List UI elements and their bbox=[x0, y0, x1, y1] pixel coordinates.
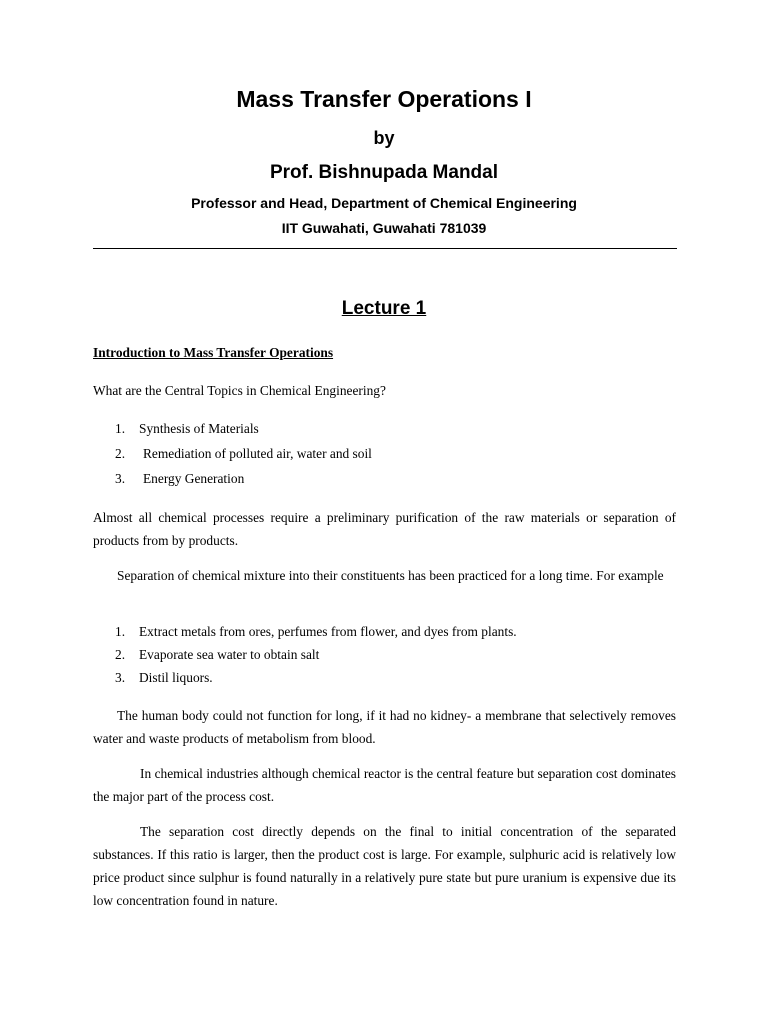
list-item-number: 2. bbox=[115, 446, 126, 461]
paragraph: In chemical industries although chemical reactor is the central feature but separation cost dominates the major part of the process cost. bbox=[93, 766, 676, 804]
list-item: Remediation of polluted air, water and soil bbox=[143, 446, 372, 461]
list-item: Synthesis of Materials bbox=[139, 421, 259, 436]
section-heading: Introduction to Mass Transfer Operations bbox=[93, 345, 334, 360]
list-item: Extract metals from ores, perfumes from flower, and dyes from plants. bbox=[139, 624, 517, 639]
list-item: Evaporate sea water to obtain salt bbox=[139, 647, 320, 662]
list-item: Energy Generation bbox=[143, 471, 245, 486]
by-line: by bbox=[373, 128, 395, 148]
paragraph: Separation of chemical mixture into their constituents has been practiced for a long time. For example bbox=[117, 568, 664, 583]
author-affiliation-department: Professor and Head, Department of Chemical Engineering bbox=[191, 195, 577, 211]
list-item-number: 3. bbox=[115, 670, 126, 685]
list-item: Distil liquors. bbox=[139, 670, 213, 685]
document-title: Mass Transfer Operations I bbox=[236, 86, 532, 112]
list-item-number: 2. bbox=[115, 647, 126, 662]
author-name: Prof. Bishnupada Mandal bbox=[269, 162, 499, 183]
question-text: What are the Central Topics in Chemical Engineering? bbox=[93, 383, 386, 398]
list-item-number: 1. bbox=[115, 421, 126, 436]
lecture-title: Lecture 1 bbox=[341, 298, 427, 319]
paragraph: Almost all chemical processes require a preliminary purification of the raw materials or separation of products from by products. bbox=[93, 510, 676, 548]
header-divider bbox=[93, 248, 677, 249]
paragraph: The separation cost directly depends on the final to initial concentration of the separated substances. If this ratio is larger, then the product cost is large. For example, sulphuric acid is relatively low price product since sulphur is found naturally in a relatively pure state but pure uranium is expensive due its low concentration found in nature. bbox=[93, 824, 676, 908]
list-item-number: 1. bbox=[115, 624, 126, 639]
author-affiliation-institute: IIT Guwahati, Guwahati 781039 bbox=[281, 220, 487, 236]
paragraph: The human body could not function for long, if it had no kidney- a membrane that selectively removes water and waste products of metabolism from blood. bbox=[93, 708, 676, 746]
list-item-number: 3. bbox=[115, 471, 126, 486]
